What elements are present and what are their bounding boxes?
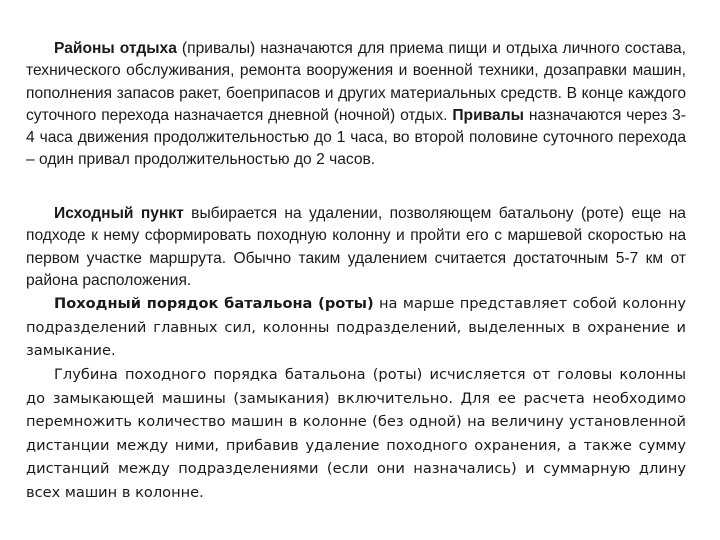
- term-starting-point: Исходный пункт: [54, 205, 184, 222]
- paragraph-text: Глубина походного порядка батальона (роты) исчисляется от головы колонны до замыкающей машины (замыкания) включительно. Для ее расчета необходимо перемножить количество машин в колонне (без одной) на величину установленной дистанции между ними, прибавив удаление походного охранения, а также сумму дистанций между подразделениями (если они назначались) и суммарную длину всех машин в колонне.: [26, 365, 686, 501]
- term-halts: Привалы: [452, 106, 524, 124]
- paragraph-rest-areas: [26, 38, 686, 172]
- term-march-order: Походный порядок батальона (роты): [54, 295, 374, 313]
- term-rest-areas: Районы отдыха: [54, 40, 177, 57]
- paragraph-starting-point: [26, 203, 686, 292]
- paragraph-text: выбирается на удалении, позволяющем батальону (роте) еще на подходе к нему сформировать походную колонну и пройти его с маршевой скоростью на первом участке маршрута. Обычно таким удалением считается достаточным 5-7 км от района расположения.: [26, 205, 686, 289]
- text-block-rest-areas: [26, 38, 686, 172]
- text-block-march: [26, 203, 686, 505]
- paragraph-text: на марше представляет собой колонну подразделений главных сил, колонны подразделений, выделенных в охранение и замыкание.: [26, 295, 687, 360]
- paragraph-text: назначаются через 3-4 часа движения продолжительностью до 1 часа, во второй половине суточного перехода – один привал продолжительностью до 2 часов.: [26, 106, 686, 169]
- paragraph-text: (привалы) назначаются для приема пищи и отдыха личного состава, технического обслуживания, ремонта вооружения и военной техники, дозаправки машин, пополнения запасов ракет, боеприпасов и других материальных средств. В конце каждого суточного перехода назначается дневной (ночной) отдых.: [26, 40, 686, 124]
- paragraph-march-order: [26, 292, 686, 363]
- paragraph-march-depth: [26, 363, 686, 505]
